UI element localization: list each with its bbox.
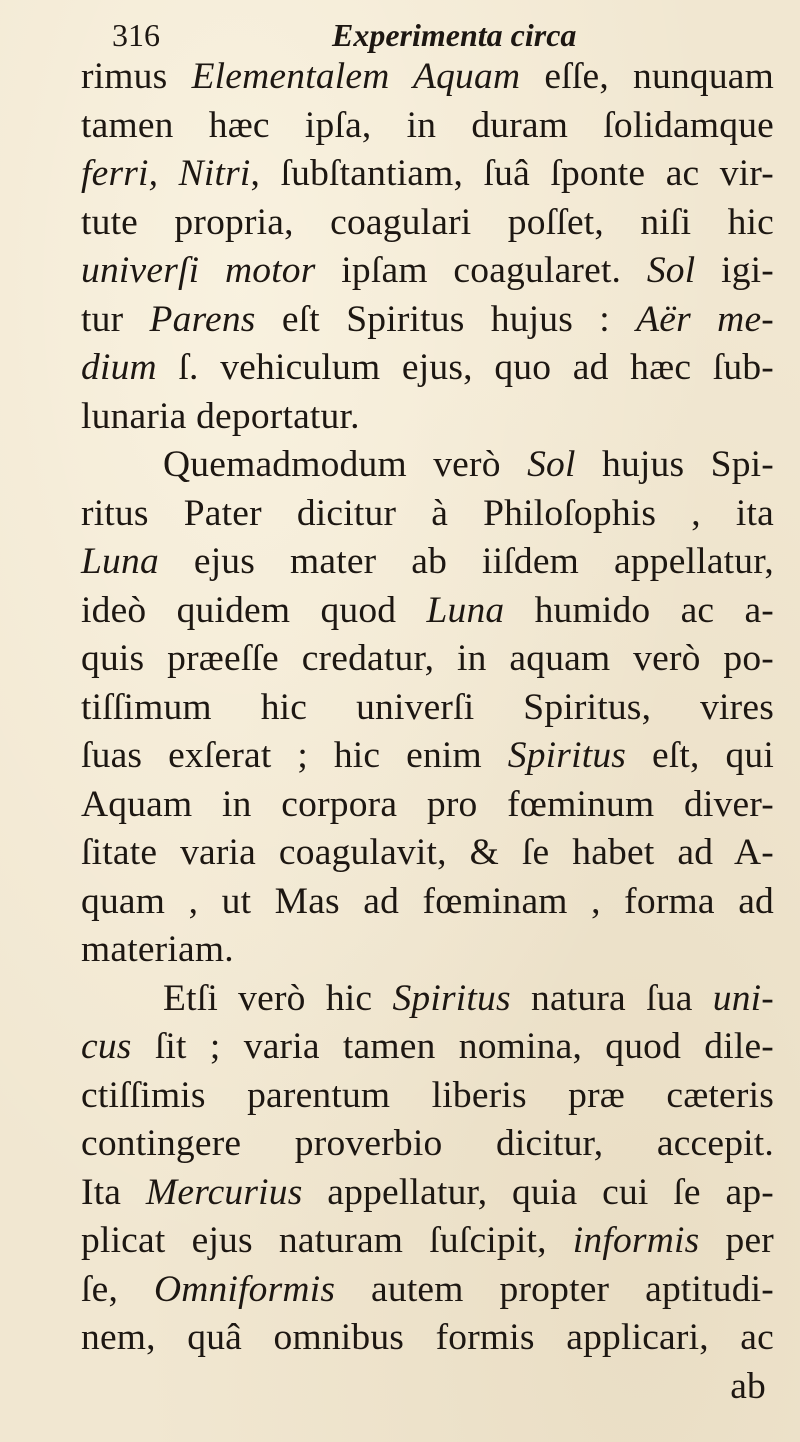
italic-text-segment: Spiritus (507, 735, 627, 776)
text-segment: ſitate varia coagulavit, & ſe habet ad A- (81, 832, 774, 873)
text-segment: ipſam coagularet. (315, 250, 647, 291)
italic-text-segment: univerſi motor (81, 250, 316, 291)
text-line (81, 1217, 774, 1266)
text-line (81, 102, 774, 151)
text-segment: Quemadmodum verò (163, 444, 528, 485)
text-segment: ctiſſimis parentum liberis præ cæteris (81, 1074, 774, 1116)
text-line (81, 490, 774, 539)
italic-text-segment: Elementalem Aquam (191, 56, 521, 97)
text-segment: Etſi verò hic (163, 977, 393, 1019)
text-line (81, 975, 774, 1024)
italic-text-segment: Spiritus (392, 977, 511, 1019)
running-head: Experimenta circa (332, 17, 577, 53)
text-line (81, 344, 774, 393)
text-segment: tamen hæc ipſa, in duram ſolidamque (81, 104, 774, 146)
text-segment: tute propria, coagulari poſſet, niſi hic (81, 201, 774, 243)
text-segment: appellatur, quia cui ſe ap- (302, 1171, 774, 1213)
text-line (81, 1120, 774, 1169)
text-segment: ſit ; varia tamen nomina, quod dile- (131, 1026, 774, 1067)
text-line (81, 781, 774, 830)
text-segment: contingere proverbio dicitur, accepit. (81, 1123, 774, 1164)
text-segment: tiſſimum hic univerſi Spiritus, vires (81, 686, 774, 728)
page-number: 316 (112, 17, 160, 53)
text-segment: humido ac a- (504, 589, 774, 631)
italic-text-segment: Sol (527, 444, 576, 485)
text-line (81, 296, 774, 345)
italic-text-segment: Sol (646, 250, 696, 291)
text-line (81, 247, 774, 296)
text-segment: materiam. (81, 929, 234, 970)
italic-text-segment: informis (572, 1220, 700, 1261)
italic-text-segment: Luna (426, 589, 505, 631)
italic-text-segment: Parens (149, 298, 256, 340)
italic-text-segment: ferri, Nitri (81, 153, 251, 194)
text-line (81, 829, 774, 878)
page-header (112, 12, 632, 58)
text-segment: , ſubſtantiam, ſuâ ſponte ac vir- (250, 153, 774, 194)
text-line (81, 53, 774, 102)
text-line (81, 538, 774, 587)
body-text (81, 53, 774, 1411)
italic-text-segment: Luna (81, 541, 159, 582)
text-segment: Aquam in corpora pro fœminum diver- (81, 783, 774, 825)
text-line (81, 150, 774, 199)
text-segment: autem propter aptitudi- (335, 1268, 774, 1310)
italic-text-segment: uni- (712, 977, 774, 1019)
catchword (81, 1363, 774, 1412)
text-segment: lunaria deportatur. (81, 395, 360, 437)
text-segment: quis præeſſe credatur, in aquam verò po- (81, 638, 774, 679)
text-segment: ſuas exſerat ; hic enim (81, 735, 508, 776)
text-segment: ſ. vehiculum ejus, quo ad hæc ſub- (156, 347, 774, 388)
text-segment: Ita (81, 1171, 146, 1213)
text-line (81, 1169, 774, 1218)
text-segment: per (699, 1220, 774, 1261)
text-line (81, 441, 774, 490)
text-segment: eſt Spiritus hujus : (255, 298, 637, 340)
text-line (81, 393, 774, 442)
text-line (81, 926, 774, 975)
italic-text-segment: Omniformis (153, 1268, 336, 1310)
text-segment: eſt, qui (626, 735, 774, 776)
text-segment: ab (730, 1365, 766, 1407)
text-line (81, 1023, 774, 1072)
text-line (81, 635, 774, 684)
text-segment: hujus Spi- (575, 444, 774, 485)
italic-text-segment: Aër me- (636, 298, 774, 340)
text-segment: ejus mater ab iiſdem appellatur, (158, 541, 774, 582)
text-segment: ideò quidem quod (81, 589, 427, 631)
text-segment: natura ſua (510, 977, 713, 1019)
text-segment: igi- (695, 250, 774, 291)
text-line (81, 587, 774, 636)
text-segment: quam , ut Mas ad fœminam , forma ad (81, 880, 774, 922)
text-segment: ritus Pater dicitur à Philoſophis , ita (81, 492, 774, 534)
text-line (81, 1072, 774, 1121)
italic-text-segment: dium (81, 347, 157, 388)
text-line (81, 1314, 774, 1363)
text-segment: ſe, (81, 1268, 154, 1310)
italic-text-segment: cus (81, 1026, 132, 1067)
text-segment: rimus (81, 56, 192, 97)
text-line (81, 684, 774, 733)
text-line (81, 1266, 774, 1315)
text-segment: plicat ejus naturam ſuſcipit, (81, 1220, 573, 1261)
italic-text-segment: Mercurius (145, 1171, 303, 1213)
text-segment: eſſe, nunquam (520, 56, 775, 97)
text-line (81, 732, 774, 781)
text-line (81, 199, 774, 248)
text-segment: nem, quâ omnibus formis applicari, ac (81, 1317, 774, 1358)
text-line (81, 878, 774, 927)
text-segment: tur (81, 298, 150, 340)
